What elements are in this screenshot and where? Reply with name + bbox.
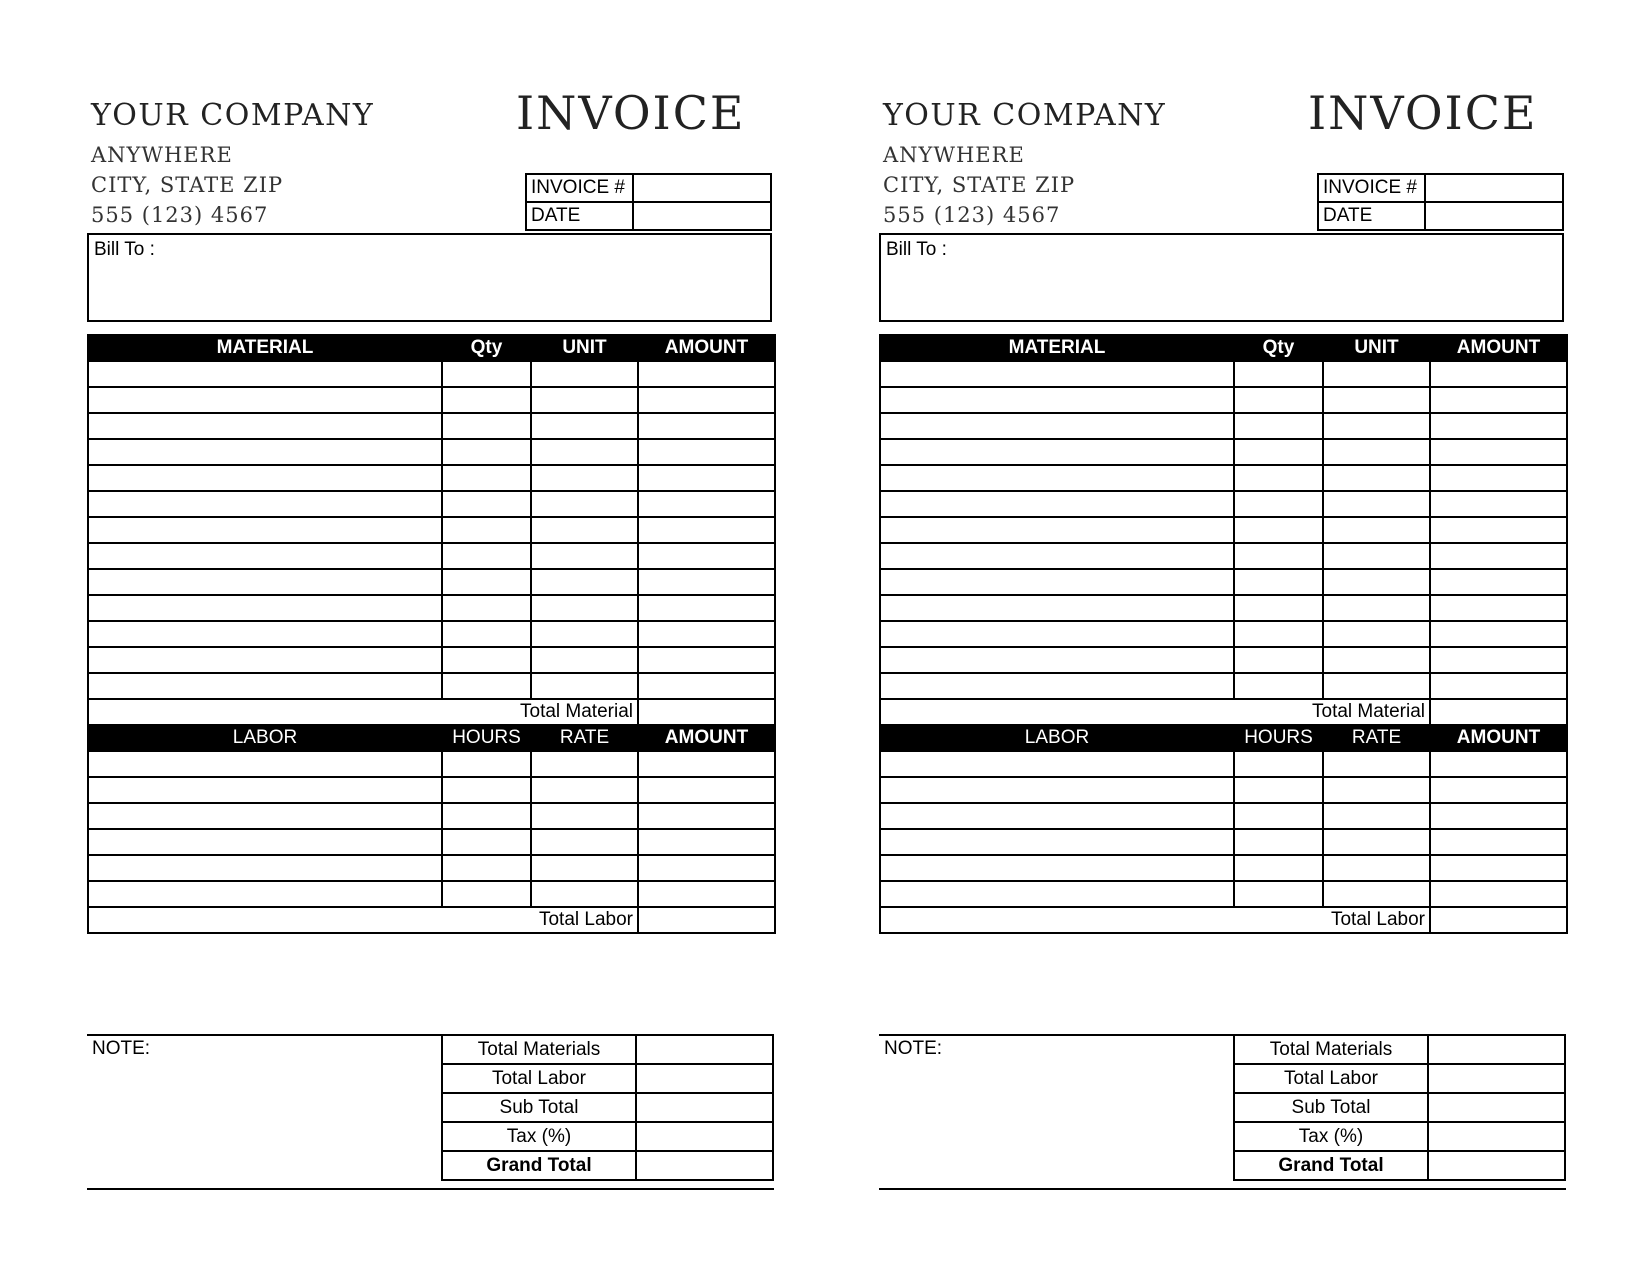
material-cell[interactable] <box>638 647 775 673</box>
material-row <box>880 569 1567 595</box>
material-cell[interactable] <box>1430 517 1567 543</box>
labor-cell[interactable] <box>880 777 1234 803</box>
material-row <box>88 387 775 413</box>
material-cell[interactable] <box>88 413 442 439</box>
material-cell[interactable] <box>1323 647 1430 673</box>
material-cell[interactable] <box>1234 361 1323 387</box>
material-cell[interactable] <box>88 595 442 621</box>
labor-cell[interactable] <box>88 803 442 829</box>
total-material-row <box>88 699 775 725</box>
material-cell[interactable] <box>1323 439 1430 465</box>
material-cell[interactable] <box>880 439 1234 465</box>
material-cell[interactable] <box>531 491 638 517</box>
material-row <box>88 413 775 439</box>
unit-col-header: UNIT <box>531 335 638 361</box>
material-cell[interactable] <box>442 595 531 621</box>
labor-cell[interactable] <box>880 803 1234 829</box>
total-labor-value[interactable] <box>1430 907 1567 933</box>
summary-row <box>442 1064 773 1093</box>
material-cell[interactable] <box>442 647 531 673</box>
material-row <box>880 543 1567 569</box>
material-cell[interactable] <box>442 673 531 699</box>
material-cell[interactable] <box>880 491 1234 517</box>
total-labor-label: Total Labor <box>880 907 1430 933</box>
company-address-line1: ANYWHERE <box>91 143 233 167</box>
material-cell[interactable] <box>880 621 1234 647</box>
labor-cell[interactable] <box>1430 777 1567 803</box>
bill-to-box[interactable] <box>879 233 1564 322</box>
material-cell[interactable] <box>1430 361 1567 387</box>
labor-cell[interactable] <box>531 881 638 907</box>
bill-to-label: Bill To : <box>886 239 947 260</box>
labor-cell[interactable] <box>1323 803 1430 829</box>
material-cell[interactable] <box>88 439 442 465</box>
labor-row <box>880 829 1567 855</box>
material-cell[interactable] <box>1323 361 1430 387</box>
material-cell[interactable] <box>531 517 638 543</box>
material-cell[interactable] <box>442 491 531 517</box>
hours-col-header: HOURS <box>442 725 531 751</box>
summary-row <box>1234 1122 1565 1151</box>
summary-grand-total-label: Grand Total <box>442 1151 636 1180</box>
summary-sub-total-label: Sub Total <box>442 1093 636 1122</box>
note-summary-area <box>879 1034 1566 1190</box>
material-row <box>88 361 775 387</box>
total-labor-row <box>880 907 1567 933</box>
labor-cell[interactable] <box>442 751 531 777</box>
total-labor-row <box>88 907 775 933</box>
labor-cell[interactable] <box>880 855 1234 881</box>
material-cell[interactable] <box>442 387 531 413</box>
material-row <box>880 517 1567 543</box>
material-cell[interactable] <box>88 361 442 387</box>
labor-cell[interactable] <box>1323 751 1430 777</box>
material-row <box>88 673 775 699</box>
summary-row <box>1234 1151 1565 1180</box>
summary-tax-label: Tax (%) <box>442 1122 636 1151</box>
rate-col-header: RATE <box>531 725 638 751</box>
material-cell[interactable] <box>1430 595 1567 621</box>
material-row <box>880 491 1567 517</box>
labor-cell[interactable] <box>1430 751 1567 777</box>
material-cell[interactable] <box>638 517 775 543</box>
material-row <box>880 465 1567 491</box>
material-cell[interactable] <box>1234 465 1323 491</box>
date-field[interactable] <box>633 202 771 230</box>
labor-cell[interactable] <box>531 855 638 881</box>
labor-cell[interactable] <box>442 881 531 907</box>
material-cell[interactable] <box>1234 647 1323 673</box>
material-cell[interactable] <box>442 413 531 439</box>
labor-row <box>88 751 775 777</box>
summary-sub-total-value[interactable] <box>1428 1093 1565 1122</box>
invoice-title: INVOICE <box>1308 86 1538 140</box>
material-row <box>88 595 775 621</box>
labor-cell[interactable] <box>88 777 442 803</box>
material-cell[interactable] <box>531 543 638 569</box>
material-cell[interactable] <box>442 465 531 491</box>
labor-cell[interactable] <box>531 803 638 829</box>
material-row <box>880 439 1567 465</box>
note-bottom-rule <box>87 1188 774 1190</box>
labor-row <box>880 777 1567 803</box>
material-row <box>880 413 1567 439</box>
material-cell[interactable] <box>531 647 638 673</box>
material-col-header: MATERIAL <box>88 335 442 361</box>
labor-cell[interactable] <box>638 803 775 829</box>
material-cell[interactable] <box>531 387 638 413</box>
summary-row <box>442 1093 773 1122</box>
date-field[interactable] <box>1425 202 1563 230</box>
total-material-label: Total Material <box>88 699 638 725</box>
invoice-meta-table <box>1317 173 1564 231</box>
material-cell[interactable] <box>88 491 442 517</box>
material-header-row <box>88 335 775 361</box>
material-cell[interactable] <box>531 439 638 465</box>
line-items-table <box>87 334 776 934</box>
labor-cell[interactable] <box>1234 777 1323 803</box>
total-material-label: Total Material <box>880 699 1430 725</box>
material-cell[interactable] <box>1323 413 1430 439</box>
invoice-title: INVOICE <box>516 86 746 140</box>
material-cell[interactable] <box>1323 673 1430 699</box>
material-cell[interactable] <box>531 569 638 595</box>
labor-cell[interactable] <box>1323 855 1430 881</box>
material-cell[interactable] <box>1323 491 1430 517</box>
labor-amount-col-header: AMOUNT <box>638 725 775 751</box>
summary-total-labor-value[interactable] <box>1428 1064 1565 1093</box>
bill-to-box[interactable] <box>87 233 772 322</box>
labor-col-header: LABOR <box>88 725 442 751</box>
company-phone: 555 (123) 4567 <box>91 203 269 227</box>
note-label: NOTE: <box>92 1038 151 1059</box>
material-cell[interactable] <box>1234 621 1323 647</box>
bill-to-label: Bill To : <box>94 239 155 260</box>
material-cell[interactable] <box>638 465 775 491</box>
material-cell[interactable] <box>1430 647 1567 673</box>
material-cell[interactable] <box>1430 621 1567 647</box>
material-cell[interactable] <box>88 387 442 413</box>
summary-sub-total-value[interactable] <box>636 1093 773 1122</box>
material-cell[interactable] <box>1323 543 1430 569</box>
company-address-line2: CITY, STATE ZIP <box>91 173 284 197</box>
material-cell[interactable] <box>442 621 531 647</box>
labor-cell[interactable] <box>1430 881 1567 907</box>
qty-col-header: Qty <box>442 335 531 361</box>
note-summary-area <box>87 1034 774 1190</box>
material-cell[interactable] <box>880 569 1234 595</box>
summary-table <box>1233 1034 1566 1181</box>
qty-col-header: Qty <box>1234 335 1323 361</box>
material-cell[interactable] <box>531 673 638 699</box>
material-cell[interactable] <box>531 413 638 439</box>
summary-tax-value[interactable] <box>1428 1122 1565 1151</box>
labor-cell[interactable] <box>880 751 1234 777</box>
labor-cell[interactable] <box>638 751 775 777</box>
labor-row <box>88 829 775 855</box>
labor-cell[interactable] <box>88 829 442 855</box>
summary-total-materials-value[interactable] <box>1428 1035 1565 1064</box>
material-cell[interactable] <box>1234 517 1323 543</box>
material-cell[interactable] <box>1323 517 1430 543</box>
summary-total-materials-label: Total Materials <box>1234 1035 1428 1064</box>
summary-row <box>442 1151 773 1180</box>
labor-cell[interactable] <box>638 881 775 907</box>
invoice-number-label: INVOICE # <box>526 174 633 202</box>
company-name: YOUR COMPANY <box>91 98 375 133</box>
material-cell[interactable] <box>1234 673 1323 699</box>
note-label: NOTE: <box>884 1038 943 1059</box>
material-row <box>88 621 775 647</box>
material-cell[interactable] <box>88 543 442 569</box>
material-cell[interactable] <box>88 621 442 647</box>
material-cell[interactable] <box>1430 543 1567 569</box>
summary-total-materials-label: Total Materials <box>442 1035 636 1064</box>
material-cell[interactable] <box>1430 413 1567 439</box>
labor-row <box>880 803 1567 829</box>
material-col-header: MATERIAL <box>880 335 1234 361</box>
material-cell[interactable] <box>1234 413 1323 439</box>
company-phone: 555 (123) 4567 <box>883 203 1061 227</box>
labor-row <box>88 881 775 907</box>
material-cell[interactable] <box>1234 543 1323 569</box>
material-cell[interactable] <box>1430 387 1567 413</box>
labor-cell[interactable] <box>638 777 775 803</box>
material-cell[interactable] <box>1323 621 1430 647</box>
total-material-row <box>880 699 1567 725</box>
material-cell[interactable] <box>638 491 775 517</box>
rate-col-header: RATE <box>1323 725 1430 751</box>
summary-grand-total-value[interactable] <box>1428 1151 1565 1180</box>
labor-row <box>88 777 775 803</box>
labor-header-row <box>88 725 775 751</box>
material-cell[interactable] <box>880 361 1234 387</box>
material-cell[interactable] <box>1430 491 1567 517</box>
material-cell[interactable] <box>442 569 531 595</box>
summary-table <box>441 1034 774 1181</box>
material-cell[interactable] <box>88 465 442 491</box>
summary-sub-total-label: Sub Total <box>1234 1093 1428 1122</box>
invoice-number-field[interactable] <box>1425 174 1563 202</box>
material-cell[interactable] <box>1430 569 1567 595</box>
amount-col-header: AMOUNT <box>638 335 775 361</box>
labor-cell[interactable] <box>88 855 442 881</box>
summary-tax-value[interactable] <box>636 1122 773 1151</box>
material-cell[interactable] <box>638 387 775 413</box>
material-cell[interactable] <box>1430 465 1567 491</box>
material-cell[interactable] <box>1430 673 1567 699</box>
material-cell[interactable] <box>1234 569 1323 595</box>
material-cell[interactable] <box>442 517 531 543</box>
line-items-table <box>879 334 1568 934</box>
material-cell[interactable] <box>442 543 531 569</box>
material-cell[interactable] <box>638 439 775 465</box>
summary-row <box>1234 1035 1565 1064</box>
material-cell[interactable] <box>88 517 442 543</box>
material-cell[interactable] <box>880 595 1234 621</box>
material-row <box>88 517 775 543</box>
material-row <box>880 361 1567 387</box>
material-header-row <box>880 335 1567 361</box>
material-cell[interactable] <box>88 673 442 699</box>
material-cell[interactable] <box>638 413 775 439</box>
material-row <box>880 387 1567 413</box>
material-row <box>88 569 775 595</box>
company-name: YOUR COMPANY <box>883 98 1167 133</box>
material-cell[interactable] <box>1234 491 1323 517</box>
labor-cell[interactable] <box>442 803 531 829</box>
note-bottom-rule <box>879 1188 1566 1190</box>
labor-cell[interactable] <box>531 829 638 855</box>
summary-row <box>442 1122 773 1151</box>
material-cell[interactable] <box>442 439 531 465</box>
material-cell[interactable] <box>638 673 775 699</box>
material-cell[interactable] <box>1323 465 1430 491</box>
material-cell[interactable] <box>1234 439 1323 465</box>
labor-cell[interactable] <box>88 751 442 777</box>
total-labor-value[interactable] <box>638 907 775 933</box>
labor-cell[interactable] <box>442 777 531 803</box>
labor-cell[interactable] <box>1234 751 1323 777</box>
total-material-value[interactable] <box>638 699 775 725</box>
invoice-number-label: INVOICE # <box>1318 174 1425 202</box>
labor-amount-col-header: AMOUNT <box>1430 725 1567 751</box>
labor-row <box>880 855 1567 881</box>
material-cell[interactable] <box>880 387 1234 413</box>
summary-total-labor-value[interactable] <box>636 1064 773 1093</box>
total-material-value[interactable] <box>1430 699 1567 725</box>
material-row <box>880 673 1567 699</box>
material-cell[interactable] <box>88 647 442 673</box>
labor-col-header: LABOR <box>880 725 1234 751</box>
material-cell[interactable] <box>442 361 531 387</box>
labor-cell[interactable] <box>1430 803 1567 829</box>
labor-cell[interactable] <box>880 881 1234 907</box>
material-cell[interactable] <box>638 361 775 387</box>
material-row <box>88 465 775 491</box>
material-cell[interactable] <box>1430 439 1567 465</box>
material-cell[interactable] <box>880 413 1234 439</box>
material-cell[interactable] <box>638 621 775 647</box>
material-row <box>88 647 775 673</box>
summary-grand-total-label: Grand Total <box>1234 1151 1428 1180</box>
labor-cell[interactable] <box>1430 855 1567 881</box>
labor-cell[interactable] <box>638 829 775 855</box>
summary-total-materials-value[interactable] <box>636 1035 773 1064</box>
material-row <box>88 491 775 517</box>
material-cell[interactable] <box>531 465 638 491</box>
material-row <box>88 543 775 569</box>
total-labor-label: Total Labor <box>88 907 638 933</box>
labor-cell[interactable] <box>531 777 638 803</box>
material-cell[interactable] <box>880 673 1234 699</box>
material-cell[interactable] <box>531 361 638 387</box>
labor-row <box>880 751 1567 777</box>
material-cell[interactable] <box>1234 387 1323 413</box>
summary-row <box>442 1035 773 1064</box>
hours-col-header: HOURS <box>1234 725 1323 751</box>
material-cell[interactable] <box>638 569 775 595</box>
labor-cell[interactable] <box>1323 829 1430 855</box>
material-cell[interactable] <box>880 465 1234 491</box>
invoice-form <box>878 0 1568 1275</box>
labor-cell[interactable] <box>1323 881 1430 907</box>
material-row <box>880 595 1567 621</box>
invoice-number-field[interactable] <box>633 174 771 202</box>
summary-total-labor-label: Total Labor <box>442 1064 636 1093</box>
material-cell[interactable] <box>638 595 775 621</box>
material-cell[interactable] <box>531 595 638 621</box>
labor-cell[interactable] <box>1234 881 1323 907</box>
labor-cell[interactable] <box>442 829 531 855</box>
labor-cell[interactable] <box>1234 829 1323 855</box>
material-row <box>88 439 775 465</box>
unit-col-header: UNIT <box>1323 335 1430 361</box>
material-cell[interactable] <box>1323 387 1430 413</box>
material-cell[interactable] <box>1323 595 1430 621</box>
summary-tax-label: Tax (%) <box>1234 1122 1428 1151</box>
labor-cell[interactable] <box>88 881 442 907</box>
labor-cell[interactable] <box>1323 777 1430 803</box>
material-cell[interactable] <box>880 647 1234 673</box>
amount-col-header: AMOUNT <box>1430 335 1567 361</box>
material-cell[interactable] <box>880 517 1234 543</box>
labor-row <box>880 881 1567 907</box>
material-cell[interactable] <box>1234 595 1323 621</box>
date-label: DATE <box>1318 202 1425 230</box>
labor-cell[interactable] <box>1234 855 1323 881</box>
labor-cell[interactable] <box>531 751 638 777</box>
company-address-line2: CITY, STATE ZIP <box>883 173 1076 197</box>
labor-cell[interactable] <box>638 855 775 881</box>
material-row <box>880 647 1567 673</box>
labor-header-row <box>880 725 1567 751</box>
labor-cell[interactable] <box>1430 829 1567 855</box>
date-label: DATE <box>526 202 633 230</box>
labor-cell[interactable] <box>880 829 1234 855</box>
invoice-form <box>86 0 776 1275</box>
material-cell[interactable] <box>880 543 1234 569</box>
labor-row <box>88 855 775 881</box>
summary-grand-total-value[interactable] <box>636 1151 773 1180</box>
labor-cell[interactable] <box>442 855 531 881</box>
summary-total-labor-label: Total Labor <box>1234 1064 1428 1093</box>
material-row <box>880 621 1567 647</box>
invoice-meta-table <box>525 173 772 231</box>
company-address-line1: ANYWHERE <box>883 143 1025 167</box>
summary-row <box>1234 1064 1565 1093</box>
summary-row <box>1234 1093 1565 1122</box>
material-cell[interactable] <box>88 569 442 595</box>
material-cell[interactable] <box>1323 569 1430 595</box>
material-cell[interactable] <box>531 621 638 647</box>
labor-row <box>88 803 775 829</box>
labor-cell[interactable] <box>1234 803 1323 829</box>
material-cell[interactable] <box>638 543 775 569</box>
